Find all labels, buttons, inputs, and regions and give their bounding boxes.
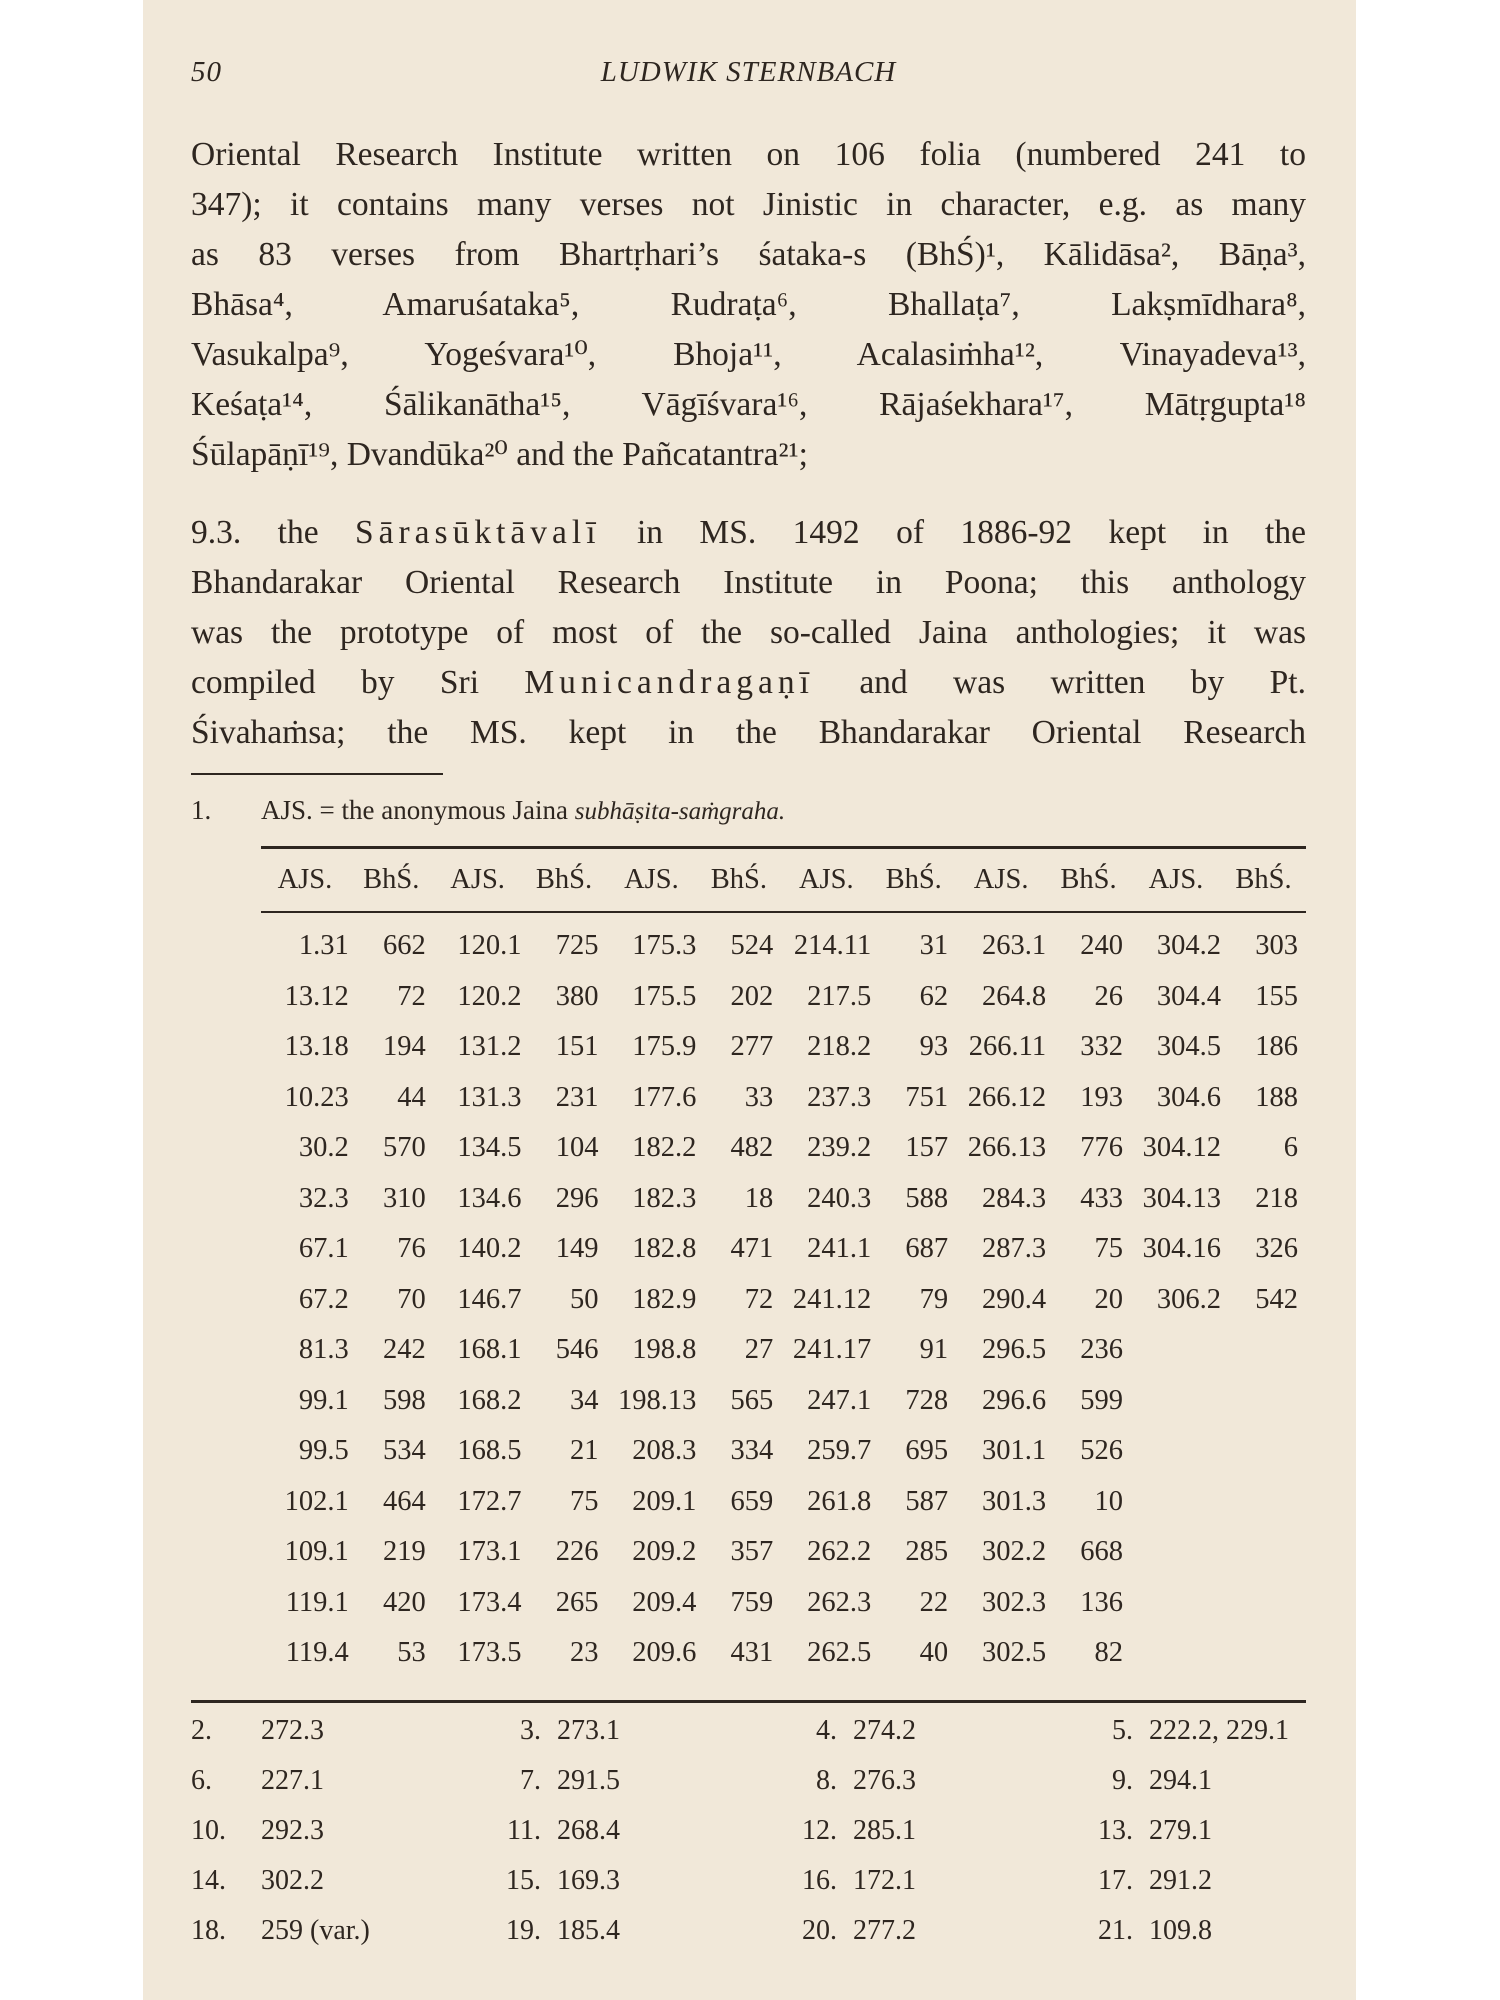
table-row [261,1527,1306,1578]
bhs-cell: 21 [569,1435,599,1467]
footnote-item [765,1915,1061,1965]
footnote-value: 273.1 [557,1715,620,1746]
footnote-value: 222.2, 229.1 [1149,1715,1289,1746]
ajs-cell: 198.13 [618,1384,697,1416]
bhs-cell: 471 [730,1233,774,1265]
table-row [261,1275,1306,1326]
bhs-cell: 18 [744,1182,774,1214]
page-header [191,56,1306,96]
bhs-cell: 420 [382,1586,426,1618]
ajs-cell: 239.2 [807,1132,872,1164]
ajs-cell: 259.7 [807,1435,872,1467]
bhs-cell: 542 [1255,1283,1298,1315]
footnote-value: 268.4 [557,1815,620,1846]
ajs-cell: 81.3 [298,1334,349,1366]
bhs-cell: 70 [397,1283,426,1315]
bhs-cell: 265 [555,1586,599,1618]
ajs-cell: 32.3 [298,1182,349,1214]
ajs-cell: 261.8 [807,1485,872,1517]
ajs-cell: 168.1 [457,1334,522,1366]
paragraph-continuation [191,130,1306,480]
table-row [261,1174,1306,1225]
bhs-cell [1221,1477,1306,1528]
bhs-cell: 186 [1255,1031,1298,1063]
concordance-table-wrap [261,846,1306,1679]
column-header: AJS. [1148,864,1204,895]
bhs-cell: 157 [905,1132,949,1164]
column-header: AJS. [624,864,679,895]
ajs-cell: 168.5 [457,1435,522,1467]
ajs-cell: 67.1 [298,1233,349,1265]
ajs-cell: 1.31 [298,930,349,962]
bhs-cell: 226 [555,1536,599,1568]
ajs-cell: 237.3 [807,1081,872,1113]
ajs-cell: 264.8 [981,980,1047,1012]
bhs-cell: 242 [382,1334,426,1366]
text-line: compiled by Sri Municandragaṇī and was written by Pt. [191,664,1306,701]
bhs-cell: 91 [919,1334,949,1366]
ajs-cell: 198.8 [632,1334,697,1366]
bhs-cell: 31 [919,930,949,962]
footnote-item [469,1765,765,1815]
footnote-value: 185.4 [557,1915,620,1946]
bhs-cell: 188 [1255,1081,1298,1113]
ajs-cell: 304.6 [1156,1081,1221,1113]
bhs-cell: 546 [555,1334,599,1366]
bhs-cell [1221,1578,1306,1629]
bhs-cell: 587 [905,1485,949,1517]
bhs-cell: 695 [905,1435,949,1467]
ajs-cell: 302.3 [981,1586,1047,1618]
bhs-cell: 303 [1255,930,1298,962]
bhs-cell: 526 [1080,1435,1124,1467]
ajs-cell [1131,1325,1221,1376]
column-header: BhŚ. [535,864,593,895]
ajs-cell: 120.1 [457,930,522,962]
footnote-item [191,1715,469,1765]
column-header: AJS. [277,864,333,895]
ajs-cell: 287.3 [981,1233,1047,1265]
footnote-item [191,1865,469,1915]
bhs-cell: 104 [555,1132,599,1164]
footnote-number: 12. [802,1815,837,1846]
bhs-cell: 23 [569,1637,599,1669]
bhs-cell: 53 [397,1637,426,1669]
ajs-cell: 304.5 [1156,1031,1221,1063]
ajs-cell: 173.1 [457,1536,522,1568]
footnote-item [469,1715,765,1765]
ajs-cell: 182.2 [632,1132,697,1164]
bhs-cell: 240 [1080,930,1124,962]
column-header: BhŚ. [363,864,420,895]
ajs-cell: 262.2 [807,1536,872,1568]
bhs-cell: 334 [730,1435,774,1467]
footnote-value: 291.2 [1149,1865,1212,1896]
ajs-cell: 99.5 [298,1435,349,1467]
table-header-row [261,849,1306,912]
table-row [261,912,1306,972]
footnote-value: 302.2 [261,1865,324,1896]
footnote-text: AJS. = the anonymous Jaina [261,795,575,825]
bhs-cell: 687 [905,1233,949,1265]
bhs-cell: 380 [555,980,599,1012]
footnote-number: 3. [520,1715,541,1746]
table-body [261,912,1306,1679]
column-header: BhŚ. [710,864,767,895]
ajs-cell: 119.1 [285,1586,349,1618]
ajs-cell: 217.5 [807,980,872,1012]
footnote-item [191,1915,469,1965]
ajs-cell: 99.1 [298,1384,349,1416]
ajs-cell [1131,1527,1221,1578]
ajs-cell: 120.2 [457,980,522,1012]
footnote-item [765,1865,1061,1915]
bhs-cell: 357 [730,1536,774,1568]
text-line: as 83 verses from Bhartṛhari’s śataka-s (BhŚ)¹, Kālidāsa², Bāṇa³, [191,236,1306,273]
bhs-cell: 136 [1080,1586,1124,1618]
ajs-cell: 296.6 [981,1384,1047,1416]
ajs-cell [1131,1578,1221,1629]
bhs-cell: 193 [1080,1081,1124,1113]
bhs-cell: 433 [1080,1182,1124,1214]
ajs-cell: 208.3 [632,1435,697,1467]
footnote-value: 169.3 [557,1865,620,1896]
bhs-cell: 151 [555,1031,599,1063]
page-number: 50 [191,56,222,88]
text-line: Śivahaṁsa; the MS. kept in the Bhandarakar Oriental Research [191,714,1306,751]
ajs-cell: 241.12 [792,1283,872,1315]
ajs-cell: 247.1 [807,1384,872,1416]
bhs-cell: 326 [1255,1233,1298,1265]
ajs-cell: 67.2 [298,1283,349,1315]
bhs-cell: 310 [382,1182,426,1214]
bhs-cell: 149 [555,1233,599,1265]
bhs-cell: 534 [382,1435,426,1467]
ajs-cell [1131,1477,1221,1528]
bhs-cell: 75 [1094,1233,1124,1265]
bhs-cell: 27 [744,1334,774,1366]
footnote-number: 18. [191,1915,226,1946]
bhs-cell [1221,1325,1306,1376]
footnote-value: 292.3 [261,1815,324,1846]
ajs-cell: 134.5 [457,1132,522,1164]
bhs-cell: 10 [1094,1485,1124,1517]
footnote-number: 14. [191,1865,226,1896]
footnote-number: 2. [191,1715,212,1746]
bhs-cell: 76 [397,1233,426,1265]
concordance-table [261,849,1306,1679]
ajs-cell [1131,1628,1221,1679]
bhs-cell: 218 [1255,1182,1298,1214]
ajs-cell: 302.5 [981,1637,1047,1669]
table-row [261,1224,1306,1275]
column-header: BhŚ. [885,864,942,895]
ajs-cell: 302.2 [981,1536,1047,1568]
footnote-number: 17. [1098,1865,1133,1896]
bhs-cell: 6 [1283,1132,1298,1164]
bhs-cell: 40 [919,1637,949,1669]
bhs-cell: 599 [1080,1384,1124,1416]
bhs-cell: 277 [730,1031,774,1063]
ajs-cell: 168.2 [457,1384,522,1416]
bhs-cell: 668 [1080,1536,1124,1568]
bhs-cell: 524 [730,930,774,962]
footnote-value: 109.8 [1149,1915,1212,1946]
ajs-cell: 301.1 [981,1435,1047,1467]
bhs-cell: 22 [919,1586,949,1618]
anthology-title: Sārasūktāvalī [355,514,601,551]
bhs-cell: 332 [1080,1031,1124,1063]
bhs-cell: 202 [730,980,774,1012]
ajs-cell: 240.3 [807,1182,872,1214]
footnote-item [469,1815,765,1865]
column-header: AJS. [973,864,1029,895]
bhs-cell: 776 [1080,1132,1124,1164]
table-row [261,1325,1306,1376]
footnote-value: 285.1 [853,1815,916,1846]
ajs-cell: 109.1 [284,1536,349,1568]
footnote-number: 1. [191,795,212,825]
ajs-cell [1131,1376,1221,1427]
footnotes-rule [191,1700,1306,1703]
ajs-cell: 284.3 [981,1182,1047,1214]
ajs-cell: 306.2 [1156,1283,1221,1315]
ajs-cell: 266.13 [967,1132,1047,1164]
ajs-cell: 304.2 [1156,930,1221,962]
bhs-cell: 72 [744,1283,774,1315]
footnote-number: 7. [520,1765,541,1796]
bhs-cell: 82 [1094,1637,1124,1669]
bhs-cell: 464 [382,1485,426,1517]
running-head: LUDWIK STERNBACH [600,56,897,88]
footnote-number: 10. [191,1815,226,1846]
compiler-name: Municandragaṇī [524,664,814,701]
footnote-item [191,1765,469,1815]
footnote-number: 6. [191,1765,212,1796]
ajs-cell: 304.4 [1156,980,1221,1012]
footnote-number: 5. [1112,1715,1133,1746]
footnote-item [765,1715,1061,1765]
ajs-cell: 13.12 [284,980,349,1012]
footnote-value: 294.1 [1149,1765,1212,1796]
bhs-cell: 34 [569,1384,599,1416]
ajs-cell: 218.2 [807,1031,872,1063]
text-line: Keśaṭa¹⁴, Śālikanātha¹⁵, Vāgīśvara¹⁶, Rājaśekhara¹⁷, Mātṛgupta¹⁸ [191,386,1306,423]
bhs-cell: 50 [569,1283,599,1315]
bhs-cell: 20 [1094,1283,1124,1315]
ajs-cell: 119.4 [285,1637,349,1669]
ajs-cell: 102.1 [284,1485,349,1517]
ajs-cell: 175.3 [632,930,697,962]
footnote-value: 259 (var.) [261,1915,370,1946]
column-header: BhŚ. [1060,864,1117,895]
table-row [261,1073,1306,1124]
column-header: BhŚ. [1235,864,1292,895]
bhs-cell: 155 [1255,980,1298,1012]
ajs-cell: 304.13 [1142,1182,1221,1214]
ajs-cell: 30.2 [298,1132,349,1164]
column-header: AJS. [450,864,505,895]
footnote-italic: subhāṣita-saṁgraha. [574,798,786,825]
ajs-cell: 173.4 [457,1586,522,1618]
bhs-cell: 759 [730,1586,774,1618]
table-row [261,1628,1306,1679]
bhs-cell: 296 [555,1182,599,1214]
ajs-cell: 131.2 [457,1031,522,1063]
ajs-cell: 177.6 [632,1081,697,1113]
ajs-cell: 296.5 [981,1334,1047,1366]
table-row [261,1426,1306,1477]
ajs-cell: 263.1 [981,930,1047,962]
bhs-cell: 751 [905,1081,949,1113]
column-header: AJS. [798,864,854,895]
bhs-cell [1221,1527,1306,1578]
bhs-cell: 194 [382,1031,426,1063]
paragraph-9-3 [191,508,1306,758]
table-row [261,1477,1306,1528]
footnote-item [1061,1715,1306,1765]
bhs-cell: 62 [919,980,949,1012]
footnote-item [765,1815,1061,1865]
bhs-cell: 588 [905,1182,949,1214]
bhs-cell: 728 [905,1384,949,1416]
footnote-number: 11. [507,1815,541,1846]
bhs-cell: 662 [382,930,426,962]
footnote-value: 272.3 [261,1715,324,1746]
footnote-number: 13. [1098,1815,1133,1846]
bhs-cell: 33 [744,1081,774,1113]
bhs-cell: 219 [382,1536,426,1568]
footnote-value: 277.2 [853,1915,916,1946]
ajs-cell: 13.18 [284,1031,349,1063]
book-page [143,0,1356,2000]
ajs-cell: 266.12 [967,1081,1047,1113]
footnote-value: 291.5 [557,1765,620,1796]
table-row [261,972,1306,1023]
text-line: 9.3. the Sārasūktāvalī in MS. 1492 of 1886-92 kept in the [191,514,1306,551]
ajs-cell [1131,1426,1221,1477]
bhs-cell: 570 [382,1132,426,1164]
ajs-cell: 304.16 [1142,1233,1221,1265]
footnote-item [765,1765,1061,1815]
text-line: Vasukalpa⁹, Yogeśvara¹⁰, Bhoja¹¹, Acalasiṁha¹², Vinayadeva¹³, [191,336,1306,373]
footnote-value: 172.1 [853,1865,916,1896]
bhs-cell: 659 [730,1485,774,1517]
ajs-cell: 262.5 [807,1637,872,1669]
ajs-cell: 146.7 [457,1283,522,1315]
bhs-cell: 72 [397,980,426,1012]
bhs-cell [1221,1426,1306,1477]
bhs-cell: 79 [919,1283,949,1315]
table-row [261,1123,1306,1174]
bhs-cell: 431 [730,1637,774,1669]
ajs-cell: 175.9 [632,1031,697,1063]
ajs-cell: 241.17 [792,1334,872,1366]
ajs-cell: 209.1 [632,1485,697,1517]
bhs-cell [1221,1376,1306,1427]
footnote-item [191,1815,469,1865]
ajs-cell: 209.6 [632,1637,697,1669]
ajs-cell: 262.3 [807,1586,872,1618]
table-row [261,1022,1306,1073]
bhs-cell: 725 [555,930,599,962]
footnote-item [469,1915,765,1965]
footnote-divider [191,773,443,775]
footnote-value: 279.1 [1149,1815,1212,1846]
bhs-cell: 482 [730,1132,774,1164]
footnote-number: 4. [816,1715,837,1746]
ajs-cell: 173.5 [457,1637,522,1669]
ajs-cell: 182.3 [632,1182,697,1214]
ajs-cell: 266.11 [968,1031,1047,1063]
footnotes-grid [191,1715,1306,1965]
text-line: Oriental Research Institute written on 106 folia (numbered 241 to [191,136,1306,173]
bhs-cell: 26 [1094,980,1124,1012]
ajs-cell: 175.5 [632,980,697,1012]
bhs-cell [1221,1628,1306,1679]
footnote-number: 20. [802,1915,837,1946]
ajs-cell: 209.4 [632,1586,697,1618]
ajs-cell: 10.23 [284,1081,349,1113]
ajs-cell: 131.3 [457,1081,522,1113]
footnote-item [1061,1865,1306,1915]
bhs-cell: 285 [905,1536,949,1568]
footnote-item [1061,1915,1306,1965]
text-line: Bhāsa⁴, Amaruśataka⁵, Rudraṭa⁶, Bhallaṭa⁷, Lakṣmīdhara⁸, [191,286,1306,323]
ajs-cell: 301.3 [981,1485,1047,1517]
footnote-item [469,1865,765,1915]
table-row [261,1376,1306,1427]
footnote-number: 8. [816,1765,837,1796]
bhs-cell: 598 [382,1384,426,1416]
text-line: Śūlapāṇī¹⁹, Dvandūka²⁰ and the Pañcatantra²¹; [191,436,808,473]
footnote-value: 274.2 [853,1715,916,1746]
bhs-cell: 44 [397,1081,426,1113]
footnote-number: 16. [802,1865,837,1896]
footnote-number: 21. [1098,1915,1133,1946]
text-line: was the prototype of most of the so-called Jaina anthologies; it was [191,614,1306,651]
text-line: Bhandarakar Oriental Research Institute in Poona; this anthology [191,564,1306,601]
footnote-number: 19. [506,1915,541,1946]
footnote-number: 15. [506,1865,541,1896]
bhs-cell: 236 [1080,1334,1124,1366]
footnote-value: 276.3 [853,1765,916,1796]
text-line: 347); it contains many verses not Jinistic in character, e.g. as many [191,186,1306,223]
footnote-item [1061,1765,1306,1815]
ajs-cell: 304.12 [1142,1132,1221,1164]
ajs-cell: 140.2 [457,1233,522,1265]
ajs-cell: 134.6 [457,1182,522,1214]
table-row [261,1578,1306,1629]
footnote-1 [191,790,785,832]
ajs-cell: 209.2 [632,1536,697,1568]
ajs-cell: 241.1 [807,1233,872,1265]
ajs-cell: 182.8 [632,1233,697,1265]
bhs-cell: 75 [569,1485,599,1517]
footnote-number: 9. [1112,1765,1133,1796]
ajs-cell: 290.4 [981,1283,1047,1315]
footnote-item [1061,1815,1306,1865]
bhs-cell: 231 [555,1081,599,1113]
bhs-cell: 565 [730,1384,774,1416]
ajs-cell: 172.7 [457,1485,522,1517]
bhs-cell: 93 [919,1031,949,1063]
ajs-cell: 214.11 [793,930,872,962]
footnote-value: 227.1 [261,1765,324,1796]
ajs-cell: 182.9 [632,1283,697,1315]
